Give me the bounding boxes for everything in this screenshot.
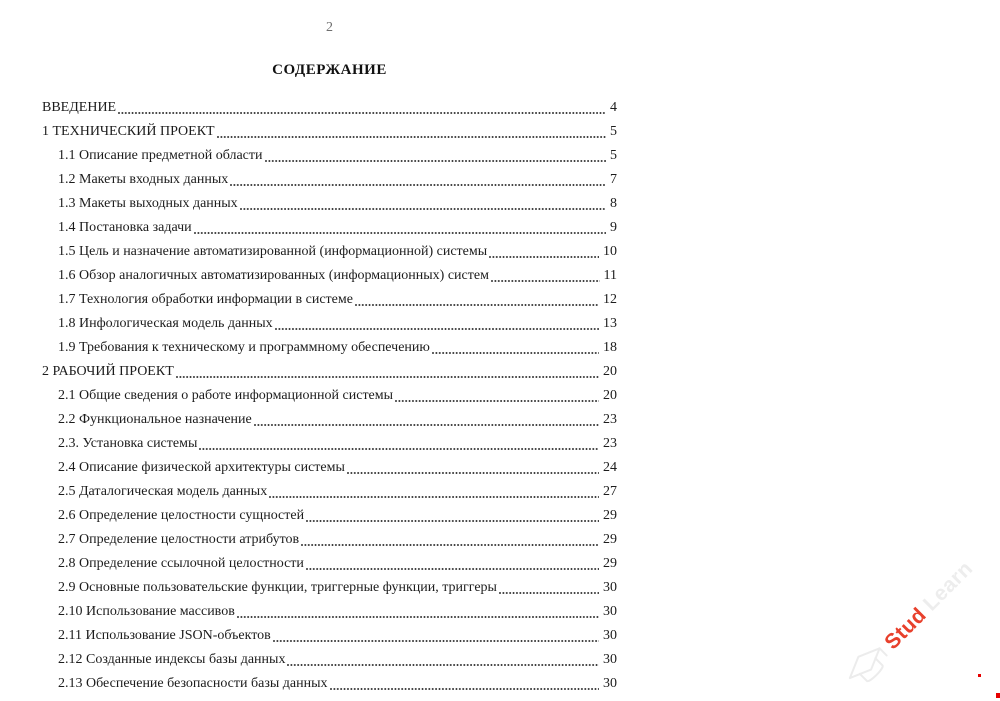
page-title: СОДЕРЖАНИЕ (272, 62, 387, 78)
toc-entry-label: 2 РАБОЧИЙ ПРОЕКТ (42, 364, 174, 379)
toc-entry-page: 29 (603, 532, 617, 547)
toc-entry-label: 1.7 Технология обработки информации в системе (58, 292, 353, 307)
toc-entry[interactable] (42, 192, 617, 216)
toc-entry[interactable] (42, 216, 617, 240)
toc-entry[interactable] (42, 168, 617, 192)
watermark-text-secondary: Learn (918, 556, 978, 616)
dot-leader (273, 640, 599, 642)
toc-entry-label: 2.5 Даталогическая модель данных (58, 484, 268, 499)
toc-entry-page: 30 (603, 604, 617, 619)
toc-entry-label: 1 ТЕХНИЧЕСКИЙ ПРОЕКТ (42, 124, 215, 139)
dot-leader (287, 664, 599, 666)
dot-leader (306, 568, 599, 570)
dot-leader (240, 208, 606, 210)
dot-leader (199, 448, 599, 450)
dot-leader (330, 688, 600, 690)
toc-entry-label: 1.4 Постановка задачи (58, 220, 192, 235)
toc-entry[interactable] (42, 432, 617, 456)
toc-entry-label: 2.9 Основные пользовательские функции, триггерные функции, триггеры (58, 580, 497, 595)
toc-entry-label: 2.13 Обеспечение безопасности базы данных (58, 676, 328, 691)
toc-entry-page: 29 (603, 508, 617, 523)
toc-entry[interactable] (42, 288, 617, 312)
toc-entry-label: 1.9 Требования к техническому и программному обеспечению (58, 340, 430, 355)
dot-leader (306, 520, 599, 522)
dot-leader (491, 280, 600, 282)
toc-entry[interactable] (42, 648, 617, 672)
toc-entry-label: 1.1 Описание предметной области (58, 148, 263, 163)
dot-leader (269, 496, 599, 498)
toc-entry-page: 30 (603, 676, 617, 691)
toc-entry-page: 29 (603, 556, 617, 571)
dot-leader (347, 472, 599, 474)
dot-leader (176, 376, 599, 378)
toc-entry-label: 1.5 Цель и назначение автоматизированной (информационной) системы (58, 244, 488, 259)
dot-leader (355, 304, 599, 306)
toc-entry-page: 4 (610, 100, 617, 115)
toc-entry[interactable] (42, 264, 617, 288)
toc-entry-page: 8 (610, 196, 617, 211)
toc-entry-label: 1.2 Макеты входных данных (58, 172, 229, 187)
toc-entry[interactable] (42, 120, 617, 144)
toc-entry-page: 27 (603, 484, 617, 499)
toc-entry[interactable] (42, 624, 617, 648)
toc-entry-page: 24 (603, 460, 617, 475)
dot-leader (432, 352, 599, 354)
toc-entry-page: 30 (603, 580, 617, 595)
dot-leader (254, 424, 599, 426)
toc-entry[interactable] (42, 360, 617, 384)
graduation-cap-icon (840, 638, 897, 695)
toc-entry[interactable] (42, 672, 617, 696)
toc-entry-label: ВВЕДЕНИЕ (42, 100, 117, 115)
toc-entry[interactable] (42, 576, 617, 600)
toc-entry[interactable] (42, 144, 617, 168)
toc-entry-label: 2.11 Использование JSON-объектов (58, 628, 271, 643)
toc-entry-page: 10 (603, 244, 617, 259)
toc-entry[interactable] (42, 552, 617, 576)
toc-entry-label: 1.8 Инфологическая модель данных (58, 316, 273, 331)
toc-entry-page: 18 (603, 340, 617, 355)
dot-leader (265, 160, 606, 162)
dot-leader (489, 256, 599, 258)
dot-leader (301, 544, 599, 546)
toc-entry-label: 2.3. Установка системы (58, 436, 198, 451)
toc-entry-page: 30 (603, 628, 617, 643)
toc-entry[interactable] (42, 600, 617, 624)
toc-entry-page: 11 (603, 268, 617, 283)
toc-entry-page: 23 (603, 436, 617, 451)
toc-entry-page: 23 (603, 412, 617, 427)
dot-leader (217, 136, 606, 138)
toc-entry[interactable] (42, 312, 617, 336)
toc-entry-label: 1.3 Макеты выходных данных (58, 196, 238, 211)
toc-entry-page: 30 (603, 652, 617, 667)
toc-entry-page: 20 (603, 364, 617, 379)
dot-leader (194, 232, 606, 234)
toc-list (42, 96, 617, 696)
toc-entry-label: 2.7 Определение целостности атрибутов (58, 532, 300, 547)
page-number: 2 (326, 20, 333, 35)
toc-entry-label: 2.10 Использование массивов (58, 604, 235, 619)
toc-entry-label: 2.4 Описание физической архитектуры системы (58, 460, 345, 475)
toc-entry-label: 2.6 Определение целостности сущностей (58, 508, 305, 523)
toc-entry[interactable] (42, 456, 617, 480)
toc-entry[interactable] (42, 384, 617, 408)
toc-entry[interactable] (42, 480, 617, 504)
dot-leader (275, 328, 599, 330)
toc-entry[interactable] (42, 528, 617, 552)
toc-entry[interactable] (42, 504, 617, 528)
red-marker-dot (978, 674, 981, 677)
toc-entry-page: 9 (610, 220, 617, 235)
dot-leader (395, 400, 599, 402)
toc-entry-page: 7 (610, 172, 617, 187)
toc-entry[interactable] (42, 96, 617, 120)
dot-leader (237, 616, 599, 618)
toc-entry-label: 2.1 Общие сведения о работе информационной системы (58, 388, 394, 403)
watermark (840, 553, 982, 695)
red-marker-dot (996, 693, 1000, 698)
toc-entry[interactable] (42, 408, 617, 432)
toc-entry-page: 20 (603, 388, 617, 403)
toc-entry-label: 1.6 Обзор аналогичных автоматизированных (информационных) систем (58, 268, 489, 283)
dot-leader (118, 112, 606, 114)
dot-leader (499, 592, 599, 594)
watermark-text-primary: Stud (880, 603, 931, 655)
toc-entry-page: 5 (610, 148, 617, 163)
toc-entry-page: 5 (610, 124, 617, 139)
toc-entry-label: 2.8 Определение ссылочной целостности (58, 556, 304, 571)
dot-leader (230, 184, 606, 186)
toc-entry-page: 13 (603, 316, 617, 331)
toc-entry[interactable] (42, 240, 617, 264)
toc-entry-label: 2.2 Функциональное назначение (58, 412, 252, 427)
toc-entry[interactable] (42, 336, 617, 360)
toc-entry-label: 2.12 Созданные индексы базы данных (58, 652, 286, 667)
toc-entry-page: 12 (603, 292, 617, 307)
